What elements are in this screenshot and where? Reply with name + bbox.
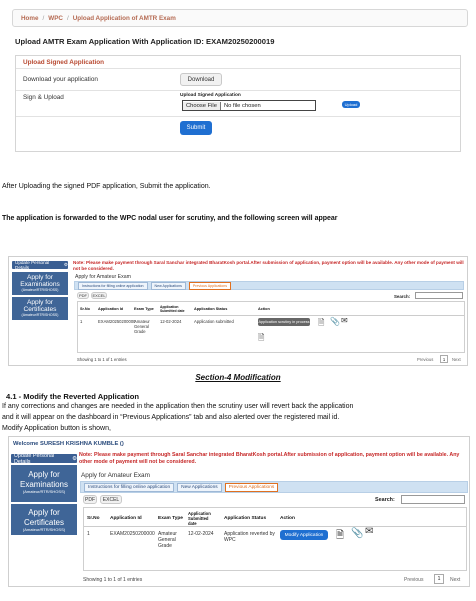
submit-button[interactable]: Submit	[180, 121, 212, 135]
breadcrumb-current: Upload Application of AMTR Exam	[72, 14, 176, 22]
breadcrumb-separator: /	[42, 14, 45, 22]
breadcrumb-separator: /	[66, 14, 69, 22]
col-exam-type: Exam Type	[158, 516, 183, 521]
attachment-icon[interactable]: 📎	[330, 317, 340, 326]
upload-button[interactable]: Upload	[342, 101, 360, 108]
exam-card-subtitle: (Amateur/RTR/SHOSS)	[21, 288, 59, 292]
col-exam-type: Exam Type	[134, 307, 154, 311]
payment-note: Note: Please make payment through Saral Sanchar integrated BharatKosh portal.After submission of application, payment option will be available. Any other mode of payment will not be considered.	[73, 260, 464, 271]
scrutiny-status-button[interactable]: Application scrutiny in process	[258, 320, 310, 324]
apply-exams-card[interactable]	[11, 465, 77, 502]
search-input[interactable]	[415, 292, 463, 299]
cell-status: Application reverted by WPC	[224, 531, 275, 543]
tab-previous-applications[interactable]: Previous Applications	[189, 282, 231, 290]
col-sr: Sr.No	[80, 307, 90, 311]
file-status: No file chosen	[223, 102, 261, 109]
gear-icon: ⚙	[72, 455, 77, 462]
cell-sr: 1	[87, 531, 90, 537]
gear-icon: ⚙	[63, 262, 68, 267]
tab-previous-applications[interactable]: Previous Applications	[225, 483, 279, 492]
download-label: Download your application	[23, 76, 98, 83]
exam-card-title: Apply for Examinations	[19, 470, 69, 489]
comment-icon[interactable]: ✉	[341, 316, 348, 325]
update-label: Update Personal Details	[14, 452, 55, 465]
cell-exam-type: Amateur General Grade	[134, 319, 150, 335]
showing-entries: Showing 1 to 1 of 1 entries	[83, 577, 143, 583]
col-status: Application Status	[194, 307, 228, 311]
search-label: Search:	[375, 497, 395, 503]
update-label: Update Personal Details	[15, 260, 50, 270]
apply-title: Apply for Amateur Exam	[81, 472, 150, 479]
cell-status: Application submitted	[194, 319, 234, 324]
col-sr: Sr.No	[87, 516, 100, 521]
document-icon[interactable]: 🗎	[318, 318, 325, 327]
search-label: Search:	[394, 294, 411, 299]
apply-exams-card[interactable]	[12, 272, 68, 295]
pagination-previous[interactable]: Previous	[404, 577, 424, 583]
section-title: Section-4 Modification	[195, 373, 281, 382]
update-personal-details-button[interactable]	[12, 261, 68, 269]
download-row	[16, 69, 460, 91]
cert-card-title: Apply for Certificates	[23, 508, 64, 527]
col-date: Application Submitted date	[188, 511, 211, 527]
instruction-text: After Uploading the signed PDF application, Submit the application.	[2, 183, 211, 190]
receipt-icon[interactable]: 🗎	[258, 333, 265, 342]
body-line: and it will appear on the dashboard in “Previous Applications” tab and also alerted over the registered mail id.	[2, 414, 340, 421]
welcome-text: Welcome SURESH KRISHNA KUMBLE ()	[13, 441, 124, 447]
pdf-button[interactable]: PDF	[85, 496, 95, 503]
breadcrumb-home[interactable]: Home	[21, 14, 39, 22]
upload-form	[15, 55, 461, 152]
applications-table	[77, 301, 465, 353]
cell-date: 12-02-2024	[160, 319, 182, 324]
comment-icon[interactable]: ✉	[365, 526, 374, 537]
cell-sr: 1	[80, 319, 83, 324]
breadcrumb-wpc[interactable]: WPC	[48, 14, 63, 22]
application-tabs	[74, 281, 464, 290]
pagination-next[interactable]: Next	[452, 357, 461, 362]
body-line: Modify Application button is shown,	[2, 425, 111, 432]
download-button[interactable]: Download	[180, 73, 222, 86]
apply-title: Apply for Amateur Exam	[75, 274, 131, 280]
col-app-id: Application Id	[110, 516, 142, 521]
sign-upload-row	[16, 91, 460, 117]
subsection-heading: 4.1 - Modify the Reverted Application	[6, 392, 140, 401]
form-section-title: Upload Signed Application	[23, 59, 105, 66]
application-tabs	[80, 481, 468, 493]
page-title: Upload AMTR Exam Application With Application ID: EXAM20250200019	[15, 37, 275, 46]
cert-card-subtitle: (Amateur/RTR/SHOSS)	[22, 527, 66, 533]
excel-button[interactable]: EXCEL	[92, 293, 106, 298]
tab-new-applications[interactable]: New Applications	[177, 483, 222, 492]
sign-upload-label: Sign & Upload	[23, 94, 64, 101]
pdf-button[interactable]: PDF	[79, 293, 87, 298]
cert-card-subtitle: (Amateur/RTR/SHOSS)	[21, 313, 59, 317]
col-action: Action	[280, 516, 295, 521]
tab-instructions[interactable]: Instructions for filling online application	[84, 483, 174, 492]
form-section-row	[16, 56, 460, 69]
upload-title: Upload Signed Application	[180, 93, 241, 98]
cell-exam-type: Amateur General Grade	[158, 531, 177, 549]
apply-certificates-card[interactable]	[12, 297, 68, 320]
col-date: Application Submitted date	[160, 305, 185, 314]
dashboard-screenshot	[8, 256, 468, 366]
dashboard-screenshot-modify	[8, 436, 470, 587]
tab-instructions[interactable]: Instructions for filling online application	[78, 282, 148, 290]
attachment-icon[interactable]: 📎	[351, 528, 364, 539]
payment-note: Note: Please make payment through Saral Sanchar integrated BharatKosh portal.After submission of application, payment option will be available. Any other mode of payment will not be considered.	[79, 452, 460, 465]
col-status: Application Status	[224, 516, 267, 521]
pagination-page[interactable]: 1	[434, 574, 444, 584]
cell-date: 12-02-2024	[188, 531, 214, 537]
excel-button[interactable]: EXCEL	[100, 495, 122, 504]
applications-table	[83, 507, 467, 571]
tab-new-applications[interactable]: New Applications	[151, 282, 186, 290]
breadcrumb	[12, 9, 468, 27]
pagination-next[interactable]: Next	[450, 577, 461, 583]
file-input[interactable]	[182, 100, 316, 111]
document-icon[interactable]: 🗎	[336, 530, 345, 541]
cell-app-id: EXAM20250200000	[110, 531, 155, 537]
choose-file-button[interactable]: Choose File	[183, 102, 221, 110]
instruction-text: The application is forwarded to the WPC nodal user for scrutiny, and the following screen will appear	[2, 215, 338, 222]
cert-card-title: Apply for Certificates	[23, 299, 57, 313]
exam-card-title: Apply for Examinations	[20, 274, 60, 288]
pagination-previous[interactable]: Previous	[417, 357, 434, 362]
col-action: Action	[258, 307, 270, 311]
modify-application-button[interactable]: Modify Application	[280, 530, 328, 540]
showing-entries: Showing 1 to 1 of 1 entries	[77, 357, 127, 362]
exam-card-subtitle: (Amateur/RTR/SHOSS)	[22, 489, 66, 495]
pagination-page[interactable]: 1	[440, 355, 448, 363]
body-line: If any corrections and changes are needed in the application then the scrutiny user will revert back the application	[2, 403, 354, 410]
apply-certificates-card[interactable]	[11, 504, 77, 535]
col-app-id: Application Id	[98, 307, 124, 311]
search-input[interactable]	[401, 495, 465, 504]
cell-app-id: EXAM20250200000	[98, 319, 136, 324]
update-personal-details-button[interactable]	[11, 454, 77, 463]
